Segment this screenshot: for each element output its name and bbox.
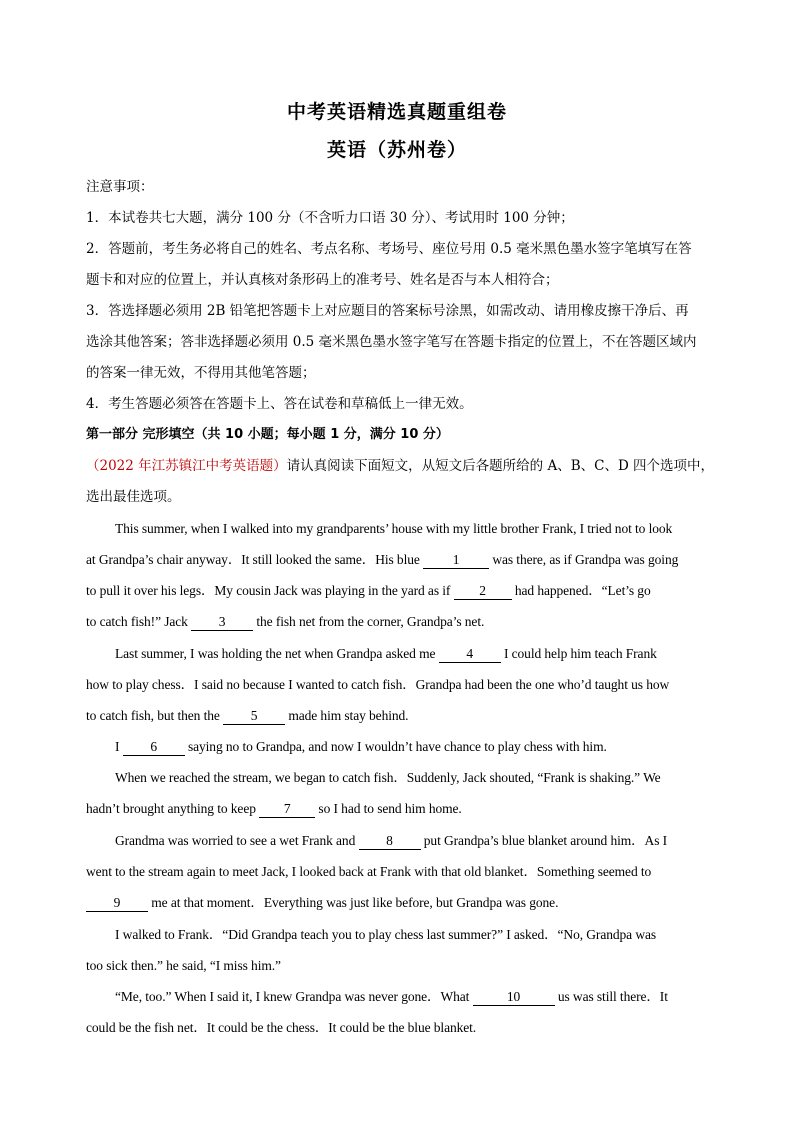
passage-line: [115, 645, 657, 663]
source-label: （2022 年江苏镇江中考英语题）: [86, 458, 287, 474]
passage-line: how to play chess．I said no because I wanted to catch fish．Grandpa had been the one who’d taught us how: [86, 677, 670, 692]
notes-heading: 注意事项：: [86, 179, 154, 195]
passage-text: Last summer, I was holding the net when Grandpa asked me: [115, 646, 439, 661]
passage-line: too sick then.” he said, “I miss him.”: [86, 958, 281, 973]
section-instruction-line-2: 选出最佳选项。: [86, 489, 181, 505]
note-item-3-line-3: 的答案一律无效，不得用其他笔答题；: [86, 365, 316, 381]
passage-text: to catch fish, but then the: [86, 708, 224, 723]
passage-text: to catch fish!” Jack: [86, 614, 192, 629]
passage-text: to pull it over his legs．My cousin Jack was playing in the yard as if: [86, 583, 454, 598]
passage-text: me at that moment．Everything was just like before, but Grandpa was gone.: [148, 895, 559, 910]
blank-1[interactable]: 1: [423, 552, 489, 569]
passage-line: When we reached the stream, we began to catch fish．Suddenly, Jack shouted, “Frank is shaking.” We: [115, 770, 661, 785]
blank-10[interactable]: 10: [473, 989, 555, 1006]
passage-text: put Grandpa’s blue blanket around him．As I: [420, 833, 668, 848]
passage-text: saying no to Grandpa, and now I wouldn’t have chance to play chess with him.: [184, 739, 607, 754]
note-item-2-line-1: 2．答题前，考生务必将自己的姓名、考点名称、考场号、座位号用 0.5 毫米黑色墨水签字笔填写在答: [86, 241, 692, 257]
section-heading: 第一部分 完形填空（共 10 小题；每小题 1 分，满分 10 分）: [86, 427, 449, 442]
note-item-4: 4．考生答题必须答在答题卡上、答在试卷和草稿低上一律无效。: [86, 396, 473, 412]
passage-text: I: [115, 739, 123, 754]
passage-line: [115, 738, 607, 756]
blank-2[interactable]: 2: [454, 583, 512, 600]
blank-7[interactable]: 7: [259, 801, 315, 818]
passage-text: made him stay behind.: [285, 708, 409, 723]
note-item-3-line-1: 3．答选择题必须用 2B 铅笔把答题卡上对应题目的答案标号涂黑，如需改动、请用橡皮擦干净后、再: [86, 303, 689, 319]
blank-3[interactable]: 3: [191, 614, 253, 631]
blank-6[interactable]: 6: [123, 739, 185, 756]
section-instruction: [86, 457, 714, 475]
passage-text: at Grandpa’s chair anyway．It still looked the same．His blue: [86, 552, 424, 567]
blank-5[interactable]: 5: [223, 708, 285, 725]
passage-text: so I had to send him home.: [315, 801, 462, 816]
passage-text: had happened．“Let’s go: [511, 583, 651, 598]
passage-text: “Me, too.” When I said it, I knew Grandpa was never gone．What: [115, 989, 473, 1004]
passage-text: hadn’t brought anything to keep: [86, 801, 260, 816]
passage-text: Grandma was worried to see a wet Frank and: [115, 833, 359, 848]
passage-line: could be the fish net．It could be the chess．It could be the blue blanket.: [86, 1020, 477, 1035]
passage-line: [86, 551, 678, 569]
passage-text: us was still there．It: [554, 989, 668, 1004]
note-item-1: 1．本试卷共七大题，满分 100 分（不含听力口语 30 分）、考试用时 100 分钟；: [86, 210, 574, 226]
passage-line: [86, 800, 462, 818]
note-item-3-line-2: 选涂其他答案；答非选择题必须用 0.5 毫米黑色墨水签字笔写在答题卡指定的位置上，不在答题区域内: [86, 334, 697, 350]
blank-9[interactable]: 9: [86, 895, 148, 912]
passage-line: This summer, when I walked into my grandparents’ house with my little brother Frank, I tried not to look: [115, 521, 673, 536]
passage-line: [115, 832, 667, 850]
passage-line: went to the stream again to meet Jack, I looked back at Frank with that old blanket．Something seemed to: [86, 864, 652, 879]
passage-line: I walked to Frank．“Did Grandpa teach you to play chess last summer?” I asked．“No, Grandpa was: [115, 927, 657, 942]
instruction-text: 请认真阅读下面短文，从短文后各题所给的 A、B、C、D 四个选项中，: [286, 458, 715, 474]
passage-line: [115, 988, 668, 1006]
passage-line: [86, 894, 558, 912]
passage-line: [86, 707, 408, 725]
page-subtitle: 英语（苏州卷）: [326, 139, 467, 161]
passage-text: was there, as if Grandpa was going: [489, 552, 679, 567]
passage-line: [86, 613, 484, 631]
page-title: 中考英语精选真题重组卷: [286, 101, 507, 123]
passage-text: the fish net from the corner, Grandpa’s net.: [253, 614, 485, 629]
blank-8[interactable]: 8: [359, 833, 421, 850]
passage-text: I could help him teach Frank: [500, 646, 657, 661]
note-item-2-line-2: 题卡和对应的位置上，并认真核对条形码上的准考号、姓名是否与本人相符合；: [86, 272, 559, 288]
passage-line: [86, 582, 651, 600]
blank-4[interactable]: 4: [439, 646, 501, 663]
